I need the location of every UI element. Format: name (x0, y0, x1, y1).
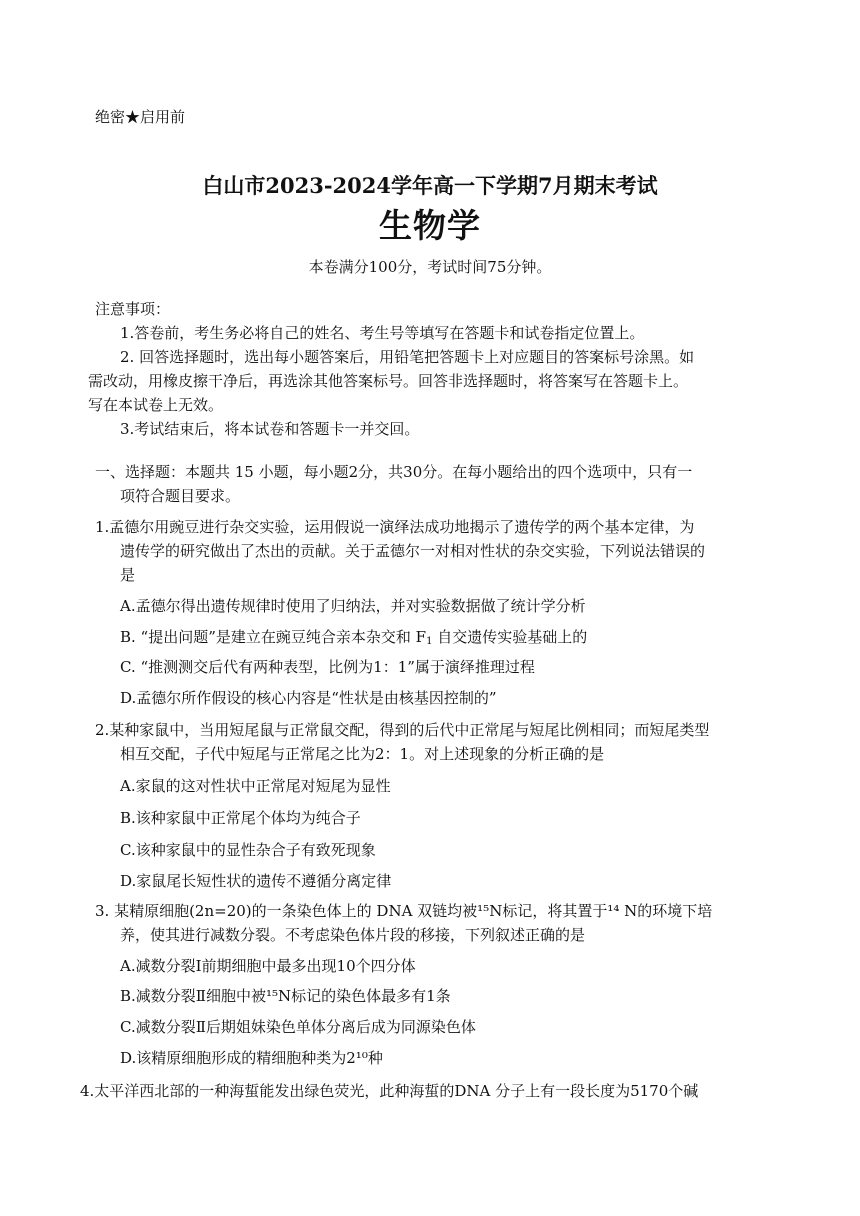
q1-stem-line-2: 遗传学的研究做出了杰出的贡献。关于孟德尔一对相对性状的杂交实验，下列说法错误的 (120, 542, 706, 560)
confidential-mark: 绝密★启用前 (95, 108, 186, 126)
q1-option-b-text: B. “提出问题”是建立在豌豆纯合亲本杂交和 F (120, 628, 427, 646)
q1-option-b-text-end: 自交遗传实验基础上的 (432, 628, 588, 646)
note-item-2-line-2: 需改动，用橡皮擦干净后，再选涂其他答案标号。回答非选择题时，将答案写在答题卡上。 (88, 372, 689, 390)
note-item-3: 3.考试结束后，将本试卷和答题卡一并交回。 (120, 420, 420, 438)
note-item-2-line-1: 2. 回答选择题时，选出每小题答案后，用铅笔把答题卡上对应题目的答案标号涂黑。如 (120, 348, 695, 366)
q2-stem-line-2: 相互交配，子代中短尾与正常尾之比为2：1。对上述现象的分析正确的是 (120, 745, 605, 763)
q4-stem-line-1: 4.太平洋西北部的一种海蜇能发出绿色荧光，此种海蜇的DNA 分子上有一段长度为5170个碱 (80, 1082, 699, 1100)
q2-stem-line-1: 2.某种家鼠中，当用短尾鼠与正常鼠交配，得到的后代中正常尾与短尾比例相同；而短尾类型 (95, 721, 710, 739)
q3-option-c: C.减数分裂Ⅱ后期姐妹染色单体分离后成为同源染色体 (120, 1018, 476, 1036)
q1-option-a: A.孟德尔得出遗传规律时使用了归纳法，并对实验数据做了统计学分析 (120, 597, 586, 615)
subject-title: 生物学 (379, 206, 481, 245)
note-item-2-line-3: 写在本试卷上无效。 (88, 396, 224, 414)
q1-option-b (120, 627, 587, 652)
q3-option-b: B.减数分裂Ⅱ细胞中被¹⁵N标记的染色体最多有1条 (120, 987, 451, 1005)
section-1-line-1: 一、选择题：本题共 15 小题，每小题2分，共30分。在每小题给出的四个选项中，只有一 (95, 463, 693, 481)
q1-option-b-subscript: 1 (426, 636, 433, 647)
q1-option-c: C. “推测测交后代有两种表型，比例为1：1”属于演绎推理过程 (120, 658, 535, 676)
q3-option-a: A.减数分裂Ⅰ前期细胞中最多出现10个四分体 (120, 957, 416, 975)
q1-stem-line-1: 1.孟德尔用豌豆进行杂交实验，运用假说一演绎法成功地揭示了遗传学的两个基本定律，为 (95, 518, 695, 536)
notes-heading: 注意事项： (95, 300, 171, 318)
q3-stem-line-1: 3. 某精原细胞(2n=20)的一条染色体上的 DNA 双链均被¹⁵N标记，将其置于¹⁴ N的环境下培 (95, 902, 713, 920)
section-1-line-2: 项符合题目要求。 (120, 487, 241, 505)
q3-stem-line-2: 养，使其进行减数分裂。不考虑染色体片段的移接，下列叙述正确的是 (120, 926, 586, 944)
note-item-1: 1.答卷前，考生务必将自己的姓名、考生号等填写在答题卡和试卷指定位置上。 (120, 324, 645, 342)
full-mark-info: 本卷满分100分，考试时间75分钟。 (308, 258, 552, 276)
q2-option-d: D.家鼠尾长短性状的遗传不遵循分离定律 (120, 872, 392, 890)
q2-option-b: B.该种家鼠中正常尾个体均为纯合子 (120, 809, 361, 827)
q2-option-a: A.家鼠的这对性状中正常尾对短尾为显性 (120, 777, 391, 795)
q1-option-d: D.孟德尔所作假设的核心内容是“性状是由核基因控制的” (120, 689, 497, 707)
q3-option-d: D.该精原细胞形成的精细胞种类为2¹⁰种 (120, 1049, 383, 1067)
q1-stem-line-3: 是 (120, 566, 136, 584)
q2-option-c: C.该种家鼠中的显性杂合子有致死现象 (120, 841, 376, 859)
exam-title: 白山市2023-2024学年高一下学期7月期末考试 (202, 173, 658, 198)
